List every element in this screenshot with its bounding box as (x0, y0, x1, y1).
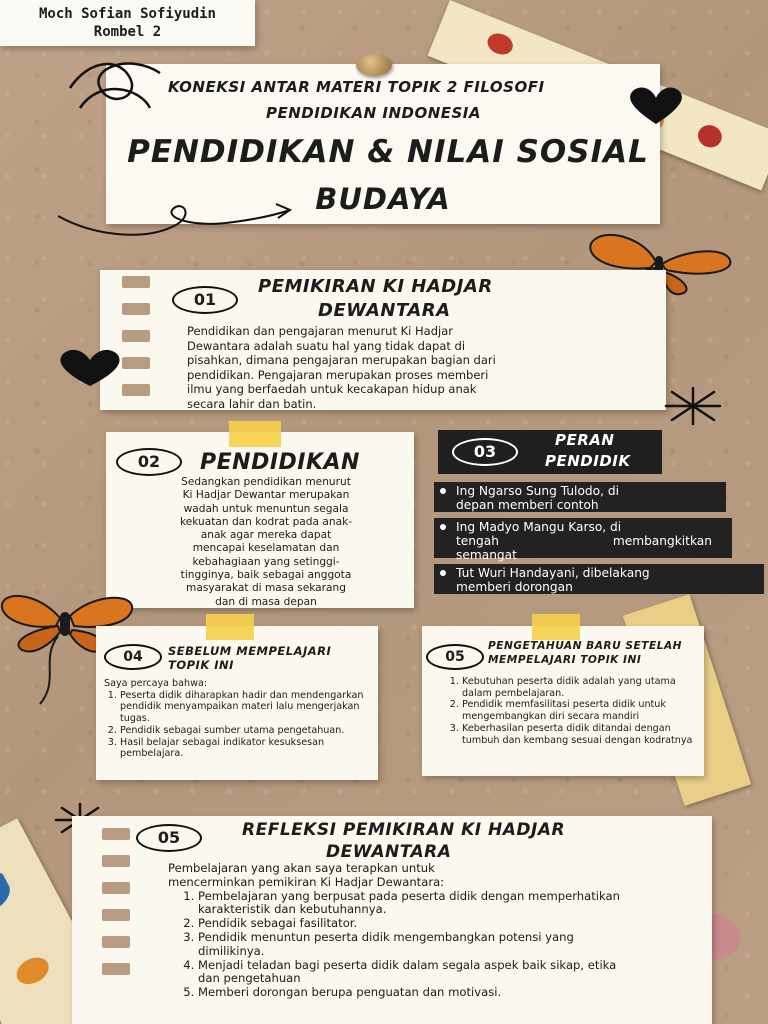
section-4-title-line1: SEBELUM MEMPELAJARI (168, 644, 332, 658)
star-burst-icon (656, 384, 730, 428)
tape-strip (532, 614, 580, 640)
peran-item-2-line2b: membangkitkan (612, 534, 712, 548)
section-2-line: kekuatan dan kodrat pada anak- (179, 515, 353, 528)
section-6-item: 3. Pendidik menuntun peserta didik mengembangkan potensi yang dimilikinya. (198, 931, 638, 959)
page-title-line2: BUDAYA (315, 182, 451, 216)
section-2-number: 02 (116, 448, 182, 476)
section-6-item: 5. Memberi dorongan berupa penguatan dan motivasi. (198, 986, 638, 1000)
section-1-title-line1: PEMIKIRAN KI HADJAR (258, 276, 493, 297)
author-class: Rombel 2 (93, 24, 162, 40)
peran-item-1 (434, 482, 726, 512)
section-1-title-line2: DEWANTARA (318, 300, 451, 321)
peran-item-1-line2: depan memberi contoh (456, 498, 599, 512)
section-6-title-line1: REFLEKSI PEMIKIRAN KI HADJAR (242, 820, 566, 840)
section-4-number: 04 (104, 644, 162, 670)
section-2-line: masyarakat di masa sekarang (186, 582, 346, 595)
heart-icon (624, 86, 688, 126)
peran-item-2-line3: semangat (456, 548, 517, 562)
section-3-title-line2: PENDIDIK (545, 452, 631, 470)
author-name: Moch Sofian Sofiyudin (38, 6, 216, 22)
section-1-number: 01 (172, 286, 238, 314)
section-2-body (130, 476, 402, 609)
section-2-title: PENDIDIKAN (200, 450, 360, 475)
arrow-swirl-icon (54, 196, 294, 246)
section-6-number: 05 (136, 824, 202, 852)
section-2-line: mencapai keselamatan dan (192, 542, 340, 555)
bullet-icon (440, 524, 446, 530)
section-1-line: pendidikan. Pengajaran merupakan proses memberi (187, 367, 489, 382)
section-1-line: secara lahir dan batin. (187, 396, 317, 411)
scribble-swirl-icon (60, 48, 170, 118)
section-4-item: 1. Peserta didik diharapkan hadir dan mendengarkan pendidik menyampaikan materi lalu mengerjakan tugas. (120, 690, 366, 725)
header-subtitle-line2: PENDIDIKAN INDONESIA (266, 104, 481, 122)
section-1-line: ilmu yang berfaedah untuk kecakapan hidup anak (187, 382, 477, 396)
peran-item-3 (434, 564, 764, 594)
tape-strip (206, 614, 254, 640)
section-3-title-line1: PERAN (555, 431, 615, 449)
section-2-line: kebahagiaan yang setinggi- (192, 555, 340, 568)
section-5-title-line1: PENGETAHUAN BARU SETELAH (488, 640, 683, 652)
section-2-line: tingginya, baik sebagai anggota (180, 569, 352, 582)
section-5-item: 2. Pendidik memfasilitasi peserta didik untuk mengembangkan diri secara mandiri (462, 699, 702, 722)
peran-item-2-line2a: tengah (456, 534, 499, 548)
peran-item-1-line1: Ing Ngarso Sung Tulodo, di (456, 484, 619, 498)
section-1-line: pisahkan, dimana pengajaran merupakan bagian dari (187, 353, 496, 367)
section-2-line: anak agar mereka dapat (200, 529, 332, 542)
bullet-icon (440, 570, 446, 576)
section-6-item: 2. Pendidik sebagai fasilitator. (198, 917, 638, 931)
peran-item-2-line2 (456, 534, 712, 548)
section-4-title-line2: TOPIK INI (168, 658, 234, 672)
push-pin-icon (356, 54, 392, 76)
section-6-intro-line2: mencerminkan pemikiran Ki Hadjar Dewantara: (168, 874, 445, 889)
page-title-line1: PENDIDIKAN & NILAI SOSIAL (127, 134, 649, 170)
section-1-line: Pendidikan dan pengajaran menurut Ki Hadjar (187, 324, 453, 338)
tape-strip (229, 421, 281, 447)
bullet-icon (440, 488, 446, 494)
section-4-body (104, 678, 366, 760)
section-5-item: 3. Keberhasilan peserta didik ditandai dengan tumbuh dan kembang sesuai dengan kodratnya (462, 723, 702, 746)
section-2-line: Ki Hadjar Dewantar merupakan (182, 489, 350, 502)
section-4-item: 2. Pendidik sebagai sumber utama pengetahuan. (120, 725, 366, 737)
peran-item-2-line1: Ing Madyo Mangu Karso, di (456, 520, 622, 534)
heart-icon (54, 348, 124, 388)
section-6-title-line2: DEWANTARA (326, 842, 452, 862)
section-5-number: 05 (426, 644, 484, 670)
section-6-item: 4. Menjadi teladan bagi peserta didik dalam segala aspek baik sikap, etika dan pengetahuan (198, 959, 638, 987)
section-5-item: 1. Kebutuhan peserta didik adalah yang utama dalam pembelajaran. (462, 676, 702, 699)
blue-bird-icon (0, 872, 16, 920)
section-1-body (187, 324, 657, 411)
section-3-number: 03 (452, 438, 518, 466)
section-2-line: dan di masa depan (215, 595, 317, 608)
red-flower-icon (695, 122, 725, 151)
section-4-item: 3. Hasil belajar sebagai indikator kesuksesan pembelajara. (120, 737, 366, 760)
section-6-item: 1. Pembelajaran yang berpusat pada peserta didik dengan memperhatikan karakteristik dan kebutuhannya. (198, 890, 638, 918)
orange-flower-icon (12, 952, 53, 989)
author-box (0, 0, 255, 46)
red-flower-icon (484, 30, 516, 58)
header-subtitle-line1: KONEKSI ANTAR MATERI TOPIK 2 FILOSOFI (168, 78, 545, 96)
section-2-line: Sedangkan pendidikan menurut (181, 476, 351, 488)
section-6-body (168, 862, 638, 1000)
section-5-title-line2: MEMPELAJARI TOPIK INI (488, 654, 642, 666)
section-4-intro: Saya percaya bahwa: (104, 678, 208, 689)
section-2-line: wadah untuk menuntun segala (183, 502, 349, 515)
peran-item-3-line1: Tut Wuri Handayani, dibelakang (456, 566, 650, 580)
section-6-intro-line1: Pembelajaran yang akan saya terapkan untuk (168, 861, 435, 875)
binder-holes (122, 276, 150, 411)
section-1-line: Dewantara adalah suatu hal yang tidak dapat di (187, 338, 466, 353)
peran-item-2 (434, 518, 732, 562)
section-5-body (448, 676, 702, 746)
peran-item-3-line2: memberi dorongan (456, 580, 573, 594)
binder-holes (102, 828, 130, 990)
